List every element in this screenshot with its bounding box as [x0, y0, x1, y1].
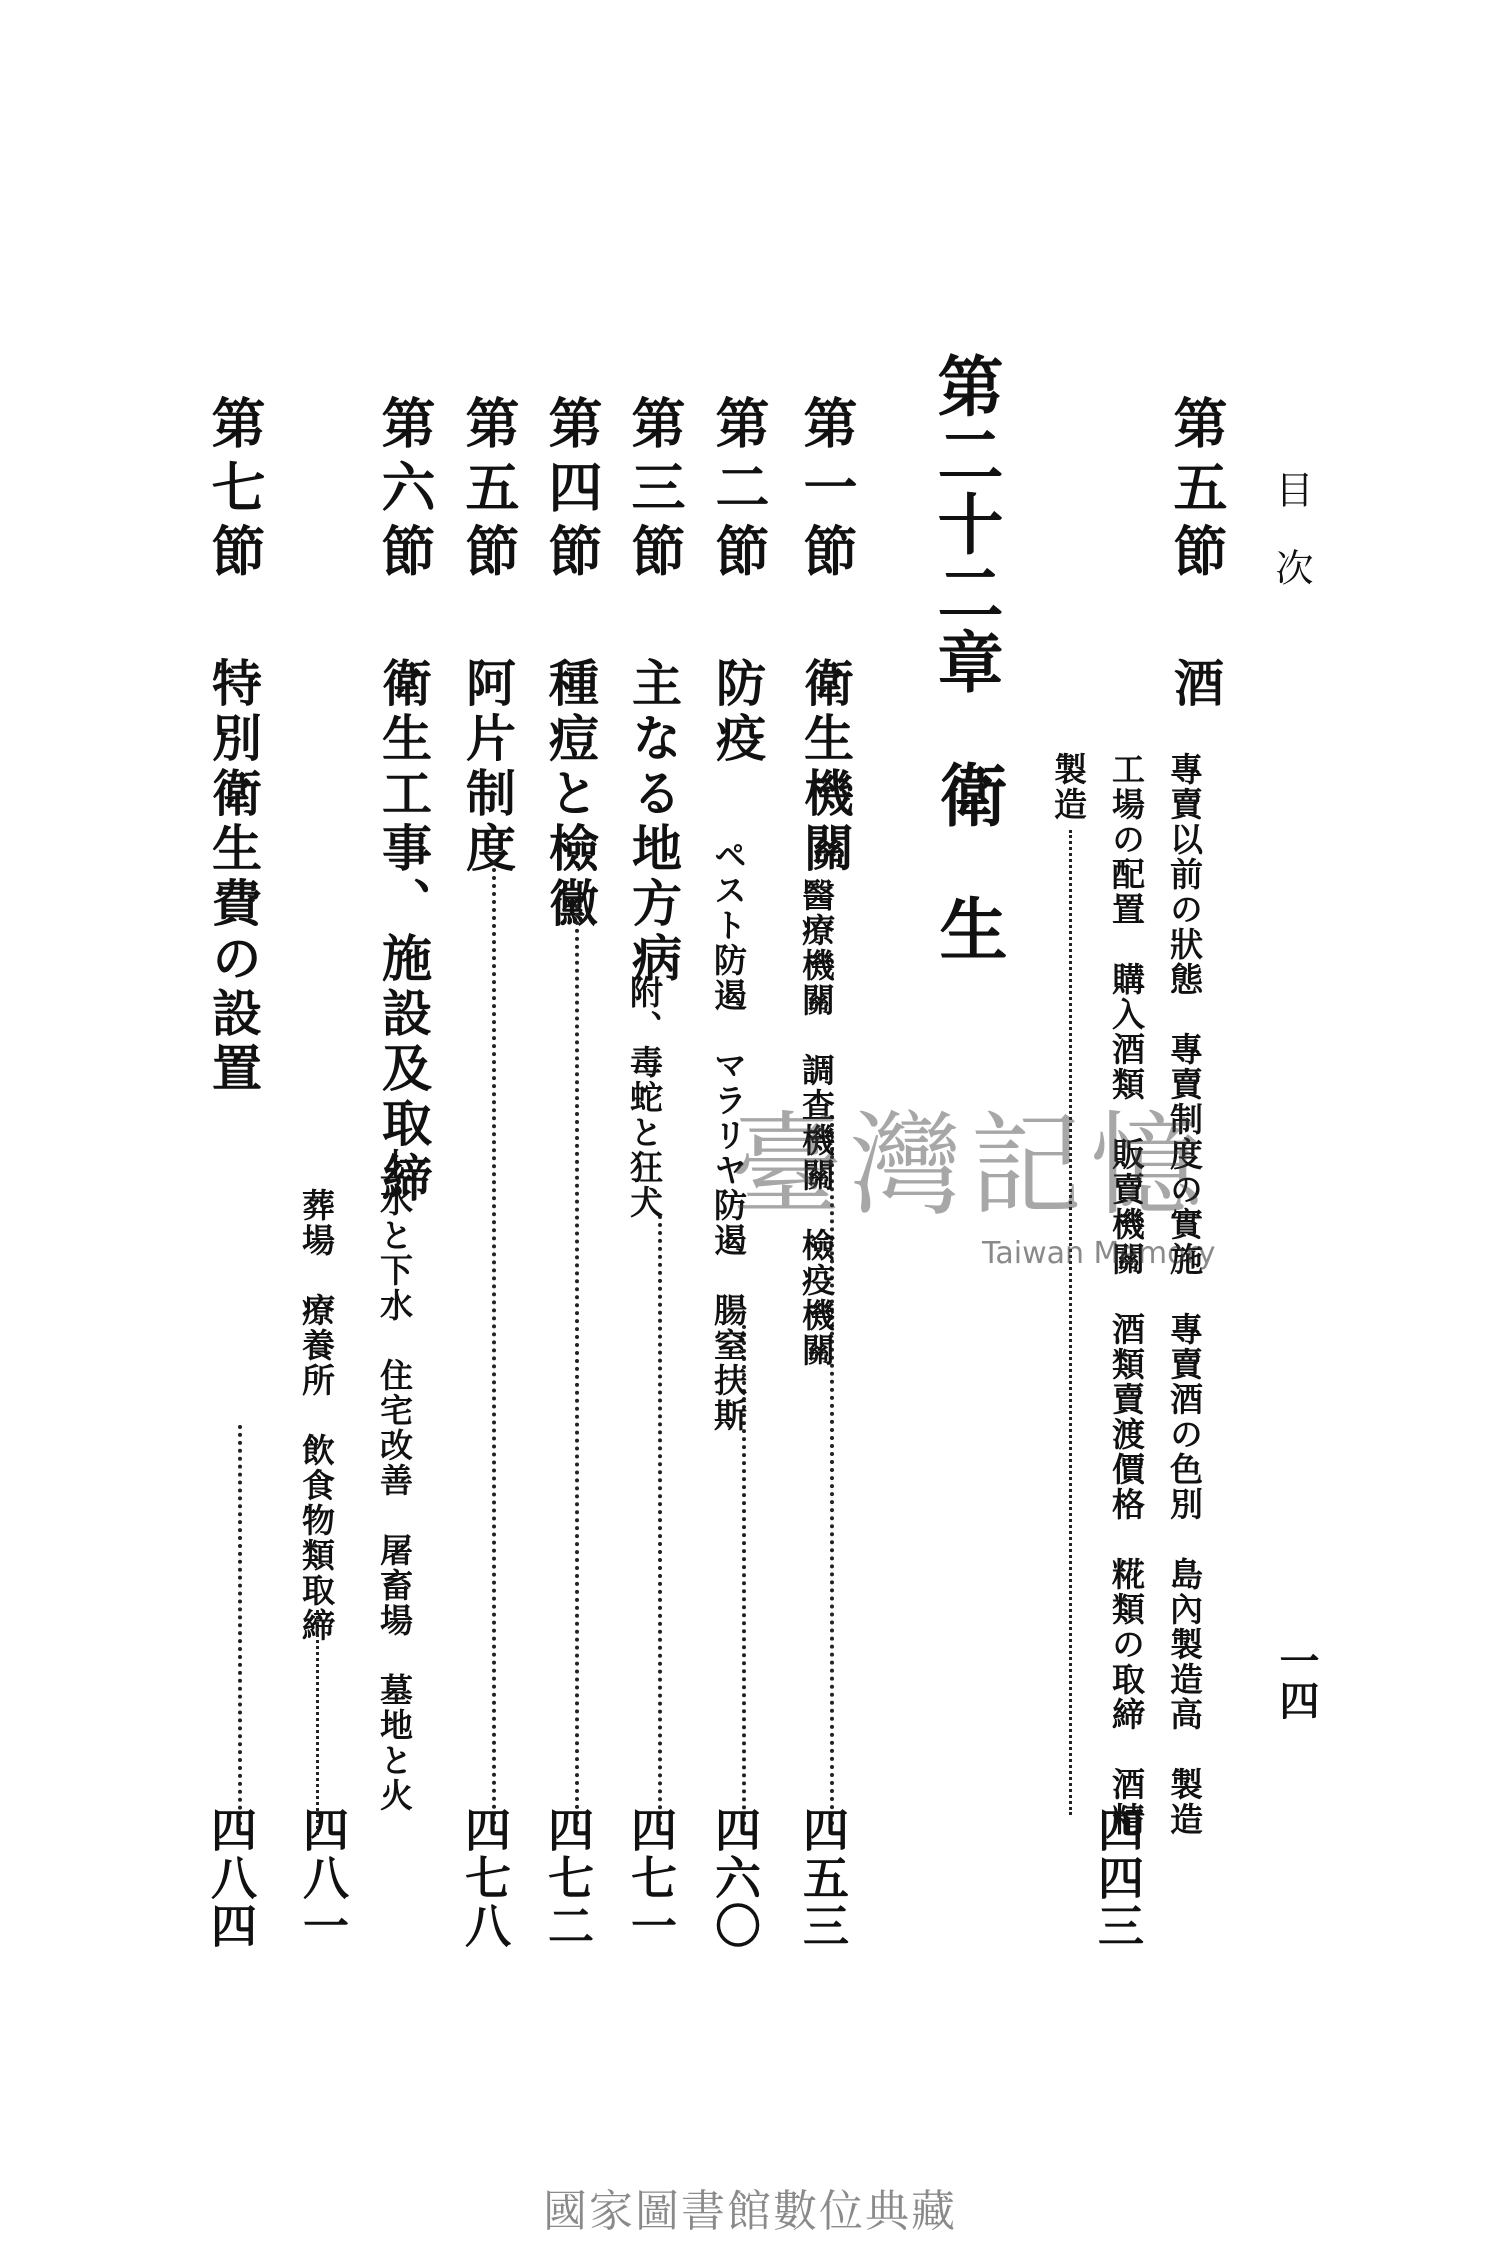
subtopic-line: 上水と下水 住宅改善 屠畜場 墓地と火 [375, 1148, 414, 1813]
page-ref: 四七八 [458, 1806, 512, 1950]
section-number: 第一節 [795, 395, 859, 587]
page-ref: 四七一 [624, 1806, 678, 1950]
subtopic-line: 附、毒蛇と狂犬 [625, 975, 664, 1220]
leader-dots [658, 1215, 662, 1826]
subtopic-line: 專賣以前の狀態 專賣制度の實施 專賣酒の色別 島內製造高 製造 [1165, 752, 1204, 1837]
subtopic-line: 醫療機關 調查機關 檢疫機關 [797, 878, 836, 1368]
toc-entry-special-health-fund [203, 395, 274, 1950]
section-title: 主なる地方病 [624, 657, 683, 987]
section-title: 衛生機關 [796, 657, 855, 877]
chapter-title: 衛生 [928, 760, 1008, 1028]
section-number: 第三節 [623, 395, 687, 587]
leader-dots [238, 1425, 242, 1826]
section-title: 特別衛生費の設置 [204, 657, 263, 1097]
section-number: 第七節 [203, 395, 267, 587]
page-ref: 四八四 [204, 1806, 258, 1950]
section-number: 第二節 [707, 395, 771, 587]
taiwan-memory-watermark [730, 1101, 1250, 1300]
leader-dots [575, 905, 579, 1826]
subtopic-line: ペスト防遏 マラリヤ防遏 腸窒扶斯 [709, 838, 748, 1433]
page-ref: 四四三 [1091, 1806, 1145, 1950]
section-number: 第六節 [373, 395, 437, 587]
page-ref: 四七二 [541, 1806, 595, 1950]
chapter-heading: 第二十二章 [926, 352, 1004, 697]
toc-entry-opium-system [457, 395, 528, 1950]
subtopic-line: 製造 [1049, 752, 1088, 822]
section-title: 衛生工事、施設及取締 [374, 657, 433, 1207]
toc-entry-vaccination [540, 395, 611, 1950]
page-ref: 四八一 [296, 1806, 350, 1950]
section-title: 阿片制度 [458, 657, 517, 877]
section-title: 種痘と檢黴 [541, 657, 600, 932]
watermark-logo-text: 臺灣記憶 [730, 1101, 1210, 1231]
page-ref: 四五三 [796, 1806, 850, 1950]
section-number: 第五節 [1165, 395, 1229, 587]
digital-archive-footer: 國家圖書館數位典藏 [543, 2186, 957, 2237]
page-number: 一四 [1273, 1640, 1320, 1720]
leader-dots [1069, 830, 1072, 1815]
watermark-subtext: Taiwan Memory [982, 1236, 1216, 1271]
section-title: 酒 [1166, 657, 1225, 712]
subtopic-line: 工場の配置 購入酒類 販賣機關 酒類賣渡價格 糀類の取締 酒精 [1107, 752, 1146, 1837]
running-header-title: 目次 [1269, 470, 1313, 626]
page-ref: 四六〇 [708, 1806, 762, 1950]
leader-dots [316, 1610, 319, 1835]
leader-dots [492, 860, 496, 1826]
section-title: 防疫 [708, 657, 767, 767]
section-number: 第五節 [457, 395, 521, 587]
subtopic-line: 葬場 療養所 飲食物類取締 [297, 1188, 336, 1643]
section-number: 第四節 [540, 395, 604, 587]
